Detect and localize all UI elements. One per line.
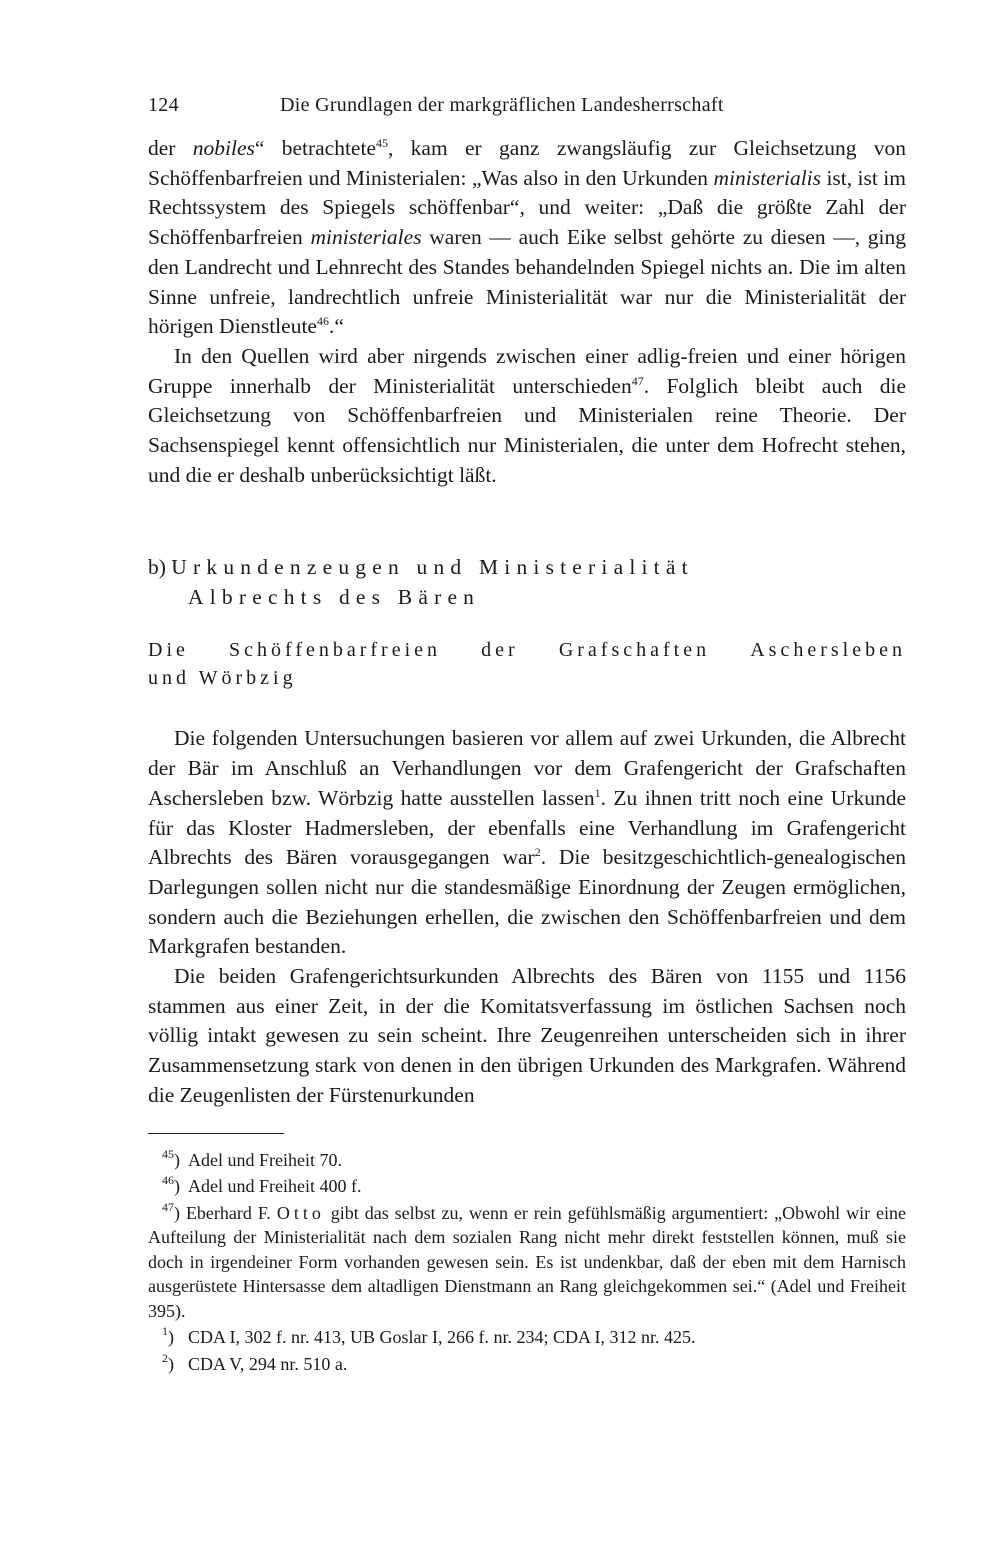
footnote-47: $^{47}$) Eberhard F. Otto gibt das selbst zu, wenn er rein gefühlsmäßig argumentiert: „Obwohl wir eine Aufteilung der Ministerialität nach dem sozialen Rang nicht mehr direkt feststellen können, muß sie doch in irgendeiner Form vorhanden gewesen sein. Es ist undenkbar, daß der eben mit dem Harnisch ausgerüstete Hintersasse dem altadligen Dienstmann an Rang gleichgekommen sei.“ (Adel und Freiheit 395). — [148, 1199, 907, 1321]
footnote-ref: 1 — [594, 785, 601, 800]
paragraph-1 — [148, 134, 906, 342]
paragraph-3 — [148, 724, 906, 962]
footnote-author-name: Otto — [276, 1202, 325, 1223]
text-run: der — [148, 136, 193, 160]
book-page — [148, 94, 906, 1378]
footnote-46: $^{46}$) Adel und Freiheit 400 f. — [148, 1174, 906, 1199]
heading-prefix: b) — [148, 555, 172, 580]
subsection-heading — [148, 636, 906, 692]
italic-term: ministerialis — [713, 165, 822, 190]
subheading-word: Grafschaften — [558, 639, 711, 662]
footnote-text: Eberhard F. — [185, 1202, 277, 1223]
footnote-ref: 46 — [316, 314, 329, 329]
footnote-mark: 2 — [162, 1350, 168, 1365]
footnotes — [148, 1148, 906, 1377]
footnote-divider — [148, 1133, 284, 1134]
running-head — [148, 94, 906, 134]
footnote-mark: 47 — [162, 1199, 174, 1214]
footnote-ref: 47 — [631, 373, 644, 388]
paragraph-2 — [148, 342, 906, 491]
subheading-word: der — [481, 639, 519, 662]
heading-line-1: Urkundenzeugen und Ministerialität — [171, 555, 694, 580]
subheading-word: Aschersleben — [750, 639, 906, 662]
text-run: “ betrachtete — [254, 136, 376, 160]
running-title: Die Grundlagen der markgräflichen Landesherrschaft — [280, 94, 724, 116]
footnote-text: CDA I, 302 f. nr. 413, UB Goslar I, 266 f. nr. 234; CDA I, 312 nr. 425. — [188, 1327, 696, 1348]
footnote-text: Adel und Freiheit 400 f. — [188, 1176, 362, 1197]
footnote-mark: 46 — [162, 1173, 174, 1188]
footnote-text: gibt das selbst zu, wenn er rein gefühlsmäßig argumentiert: „Obwohl wir eine Aufteilung der Ministerialität nach dem sozialen Rang nicht mehr direkt feststellen können, muß sie doch in irgendeiner Form vorhanden gewesen sein. Es ist undenkbar, daß der eben mit dem Harnisch ausgerüstete Hintersasse dem altadligen Dienstmann an Rang gleichgekommen sei.“ (Adel und Freiheit 395). — [148, 1202, 907, 1321]
italic-term: nobiles — [192, 136, 255, 160]
footnote-45: $^{45}$) Adel und Freiheit 70. — [148, 1148, 906, 1173]
text-run: In den Quellen wird aber nirgends zwischen einer adlig-freien und einer hörigen Gruppe innerhalb der Ministerialität unterschieden — [148, 343, 906, 398]
heading-line-2: Albrechts des Bären — [188, 585, 481, 610]
subheading-line-2: und Wörbzig — [148, 667, 297, 690]
subheading-word: Schöffenbarfreien — [229, 639, 442, 662]
footnote-ref: 2 — [534, 845, 541, 860]
text-run: , kam er ganz zwangsläufig zur Gleichsetzung von Schöffenbarfreien und Ministerialen: „Was also in den Urkunden — [148, 136, 906, 190]
footnote-1: $^1$) CDA I, 302 f. nr. 413, UB Goslar I, 266 f. nr. 234; CDA I, 312 nr. 425. — [148, 1325, 906, 1350]
footnote-text: CDA V, 294 nr. 510 a. — [188, 1353, 348, 1374]
section-heading — [148, 552, 906, 612]
text-run: ist, ist im Rechtssystem des Spiegels schöffenbar“, und weiter: „Daß die größte Zahl der Schöffenbarfreien — [148, 165, 906, 250]
subheading-word: Die — [148, 639, 189, 662]
footnote-ref: 45 — [375, 136, 388, 150]
footnote-text: Adel und Freiheit 70. — [188, 1149, 342, 1170]
footnote-2: $^2$) CDA V, 294 nr. 510 a. — [148, 1352, 906, 1377]
page-number: 124 — [148, 94, 179, 116]
text-run: . Folglich bleibt auch die Gleichsetzung von Schöffenbarfreien und Ministerialen reine Theorie. Der Sachsenspiegel kennt offensichtlich nur Ministerialen, die unter dem Hofrecht stehen, und die er deshalb unberücksichtigt läßt. — [148, 373, 906, 487]
text-run: . Zu ihnen tritt noch eine Urkunde für das Kloster Hadmersleben, der ebenfalls eine Verhandlung im Grafengericht Albrechts des Bären vorausgegangen war — [148, 785, 906, 870]
text-run: Die folgenden Untersuchungen basieren vor allem auf zwei Urkunden, die Albrecht der Bär im Anschluß an Verhandlungen vor dem Grafengericht der Grafschaften Aschersleben bzw. Wörbzig hatte ausstellen lassen — [148, 726, 906, 810]
footnote-mark: 45 — [162, 1146, 174, 1161]
text-run: .“ — [328, 314, 344, 339]
text-run: . Die besitzgeschichtlich-genealogischen Darlegungen sollen nicht nur die standesmäßige Einordnung der Zeugen ermöglichen, sondern auch die Beziehungen erhellen, die zwischen den Schöffenbarfreien und dem Markgrafen bestanden. — [148, 845, 907, 959]
italic-term: ministeriales — [310, 225, 422, 250]
paragraph-4: Die beiden Grafengerichtsurkunden Albrechts des Bären von 1155 und 1156 stammen aus einer Zeit, in der die Komitatsverfassung im östlichen Sachsen noch völlig intakt gewesen zu sein scheint. Ihre Zeugenreihen unterscheiden sich in ihrer Zusammensetzung stark von denen in den übrigen Urkunden des Markgrafen. Während die Zeugenlisten der Fürstenurkunden — [148, 964, 906, 1107]
text-run: waren — auch Eike selbst gehörte zu diesen —, ging den Landrecht und Lehnrecht des Standes behandelnden Spiegel nichts an. Die im alten Sinne unfreie, landrechtlich unfreie Ministerialität war nur die Ministerialität der hörigen Dienstleute — [148, 225, 907, 339]
footnote-mark: 1 — [162, 1324, 168, 1339]
